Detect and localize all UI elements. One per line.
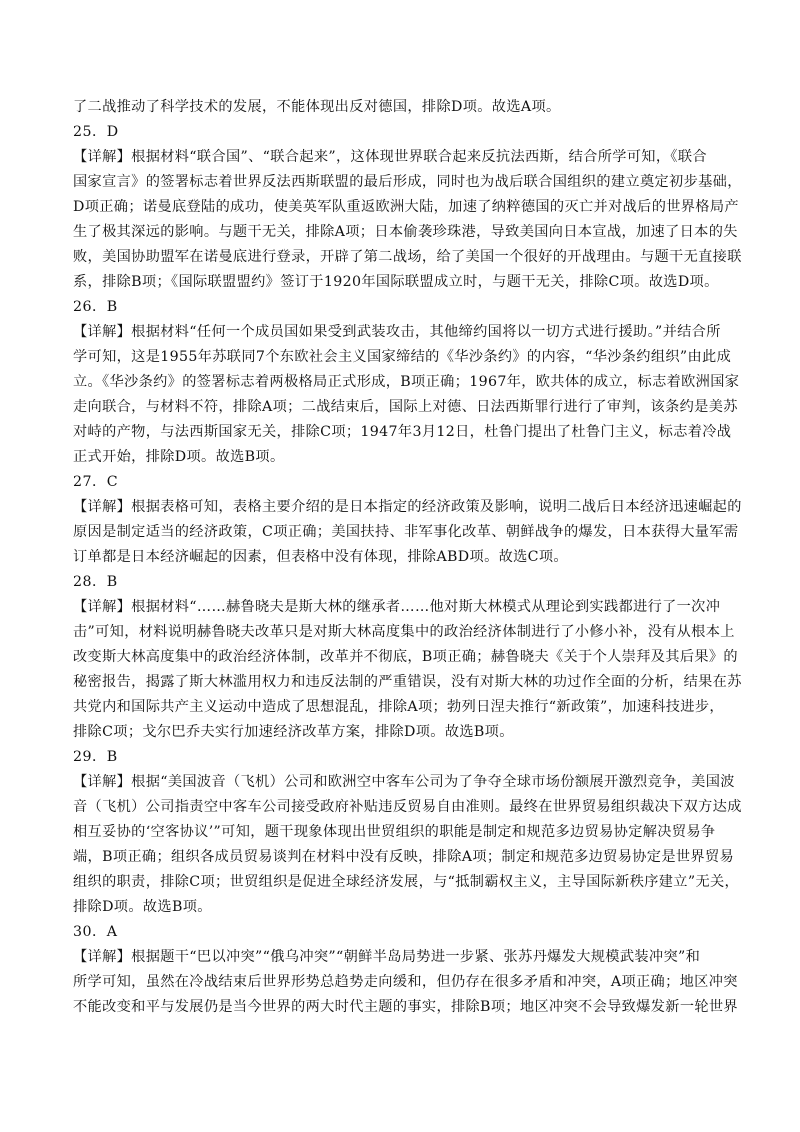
text-line: 订单都是日本经济崛起的因素，但表格中没有体现，排除ABD项。故选C项。 (73, 549, 568, 565)
text-line: 生了极其深远的影响。与题干无关，排除A项；日本偷袭珍珠港，导致美国向日本宣战，加速了日本的失 (73, 224, 738, 240)
text-line: 【详解】根据题干“巴以冲突”“俄乌冲突”“朝鲜半岛局势进一步紧、张苏丹爆发大规模武装冲突”和 (73, 949, 701, 965)
text-line: 【详解】根据材料“任何一个成员国如果受到武装攻击，其他缔约国将以一切方式进行援助。”并结合所 (73, 324, 721, 340)
text-line: 端，B项正确；组织各成员贸易谈判在材料中没有反映，排除A项；制定和规范多边贸易协定是世界贸易 (73, 849, 735, 865)
text-line: 【详解】根据表格可知，表格主要介绍的是日本指定的经济政策及影响，说明二战后日本经济迅速崛起的 (73, 499, 742, 515)
text-line: 音（飞机）公司指责空中客车公司接受政府补贴违反贸易自由准则。最终在世界贸易组织裁决下双方达成 (73, 799, 742, 815)
text-line: 排除C项；戈尔巴乔夫实行加速经济改革方案，排除D项。故选B项。 (73, 724, 514, 740)
question-number-26: 26．B (73, 299, 118, 315)
question-number-25: 25．D (73, 124, 119, 140)
answer-explanation-page (73, 95, 742, 1020)
text-line: D项正确；诺曼底登陆的成功，使美英军队重返欧洲大陆，加速了纳粹德国的灭亡并对战后的世界格局产 (73, 199, 739, 215)
question-number-30: 30．A (73, 924, 118, 940)
text-line: 学可知，这是1955年苏联同7个东欧社会主义国家缔结的《华沙条约》的内容，“华沙条约组织”由此成 (73, 349, 732, 365)
text-line: 排除D项。故选B项。 (73, 899, 212, 915)
text-line: 组织的职责，排除C项；世贸组织是促进全球经济发展，与“抵制霸权主义，主导国际新秩序建立”无关， (73, 874, 740, 890)
text-line: 原因是制定适当的经济政策，C项正确；美国扶持、非军事化改革、朝鲜战争的爆发，日本获得大量军需 (73, 524, 739, 540)
text-line: 共党内和国际共产主义运动中造成了思想混乱，排除A项；勃列日涅夫推行“新政策”，加速科技进步， (73, 699, 724, 715)
question-number-28: 28．B (73, 574, 118, 590)
text-line: 击”可知，材料说明赫鲁晓夫改革只是对斯大林高度集中的政治经济体制进行了小修小补，没有从根本上 (73, 624, 735, 640)
text-line: 改变斯大林高度集中的政治经济体制，改革并不彻底，B项正确；赫鲁晓夫《关于个人崇拜及其后果》的 (73, 649, 738, 665)
question-number-27: 27．C (73, 474, 119, 490)
text-line: 了二战推动了科学技术的发展，不能体现出反对德国，排除D项。故选A项。 (73, 99, 561, 115)
text-line: 【详解】根据“美国波音（飞机）公司和欧洲空中客车公司为了争夺全球市场份额展开激烈竞争，美国波 (73, 774, 735, 790)
text-line: 秘密报告，揭露了斯大林滥用权力和违反法制的严重错误，没有对斯大林的功过作全面的分析，结果在苏 (73, 674, 742, 690)
question-number-29: 29．B (73, 749, 118, 765)
text-line: 【详解】根据材料“联合国”、“联合起来”，这体现世界联合起来反抗法西斯，结合所学可知，《联合 (73, 149, 707, 165)
text-line: 正式开始，排除D项。故选B项。 (73, 449, 285, 465)
text-line: 相互妥协的‘空客协议’”可知，题干现象体现出世贸组织的职能是制定和规范多边贸易协定解决贸易争 (73, 824, 716, 840)
text-line: 立。《华沙条约》的签署标志着两极格局正式形成，B项正确；1967年，欧共体的成立，标志着欧洲国家 (73, 374, 740, 390)
text-line: 国家宣言》的签署标志着世界反法西斯联盟的最后形成，同时也为战后联合国组织的建立奠定初步基础， (73, 174, 742, 190)
text-line: 不能改变和平与发展仍是当今世界的两大时代主题的事实，排除B项；地区冲突不会导致爆发新一轮世界 (73, 999, 738, 1015)
text-line: 【详解】根据材料“……赫鲁晓夫是斯大林的继承者……他对斯大林模式从理论到实践都进行了一次冲 (73, 599, 721, 615)
text-line: 对峙的产物，与法西斯国家无关，排除C项；1947年3月12日，杜鲁门提出了杜鲁门主义，标志着冷战 (73, 424, 732, 440)
text-line: 败，美国协助盟军在诺曼底进行登录，开辟了第二战场，给了美国一个很好的开战理由。与题干无直接联 (73, 249, 742, 265)
text-line: 走向联合，与材料不符，排除A项；二战结束后，国际上对德、日法西斯罪行进行了审判，该条约是美苏 (73, 399, 738, 415)
text-line: 系，排除B项；《国际联盟盟约》签订于1920年国际联盟成立时，与题干无关，排除C项。故选D项。 (73, 274, 719, 290)
text-line: 所学可知，虽然在冷战结束后世界形势总趋势走向缓和，但仍存在很多矛盾和冲突，A项正确；地区冲突 (73, 974, 738, 990)
